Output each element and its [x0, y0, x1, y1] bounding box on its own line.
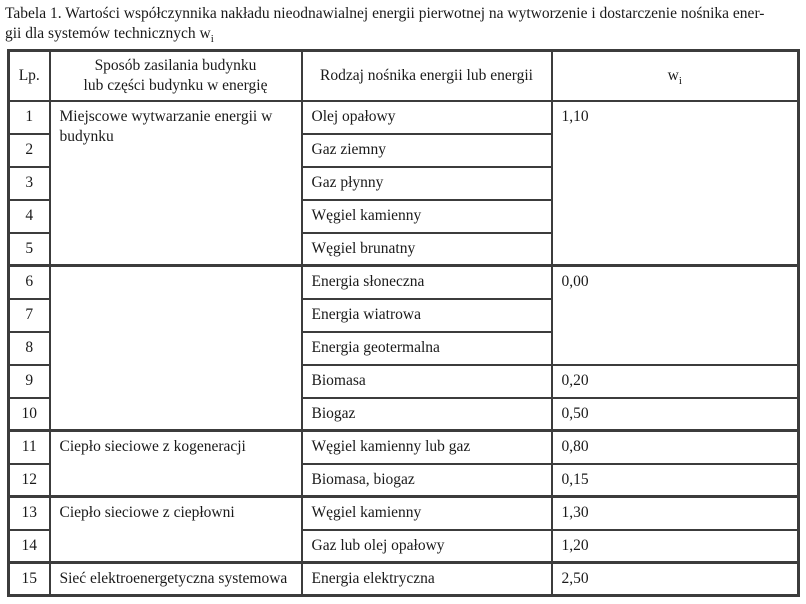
lp-cell: 8 [9, 332, 50, 365]
carrier-cell: Węgiel kamienny [302, 497, 552, 530]
lp-cell: 7 [9, 299, 50, 332]
lp-cell: 3 [9, 167, 50, 200]
caption-line-2: gii dla systemów technicznych w [5, 25, 211, 42]
col-header-wi [552, 51, 799, 101]
table-row [9, 431, 799, 464]
carrier-cell: Energia elektryczna [302, 563, 552, 596]
carrier-cell: Gaz płynny [302, 167, 552, 200]
lp-cell: 4 [9, 200, 50, 233]
col-header-wi-subscript: i [678, 74, 682, 87]
carrier-cell: Energia słoneczna [302, 266, 552, 299]
col-header-carrier: Rodzaj nośnika energii lub energii [302, 51, 552, 101]
caption-subscript: i [210, 33, 214, 46]
carrier-cell: Biomasa, biogaz [302, 464, 552, 497]
lp-cell: 9 [9, 365, 50, 398]
carrier-cell: Gaz lub olej opałowy [302, 530, 552, 563]
table-row [9, 563, 799, 596]
carrier-cell: Olej opałowy [302, 101, 552, 134]
w-cell: 1,10 [552, 101, 799, 266]
w-cell: 0,80 [552, 431, 799, 464]
carrier-cell: Gaz ziemny [302, 134, 552, 167]
lp-cell: 13 [9, 497, 50, 530]
supply-cell [50, 266, 302, 431]
caption-line-1: Tabela 1. Wartości współczynnika nakładu nieodnawialnej energii pierwotnej na wytworzenie i dostarczenie nośnika ener- [5, 5, 765, 22]
carrier-cell: Węgiel kamienny [302, 200, 552, 233]
lp-cell: 12 [9, 464, 50, 497]
supply-cell: Sieć elektroenergetyczna systemowa [50, 563, 302, 596]
lp-cell: 10 [9, 398, 50, 431]
carrier-cell: Energia wiatrowa [302, 299, 552, 332]
col-header-supply-line2: lub części budynku w energię [83, 76, 268, 94]
col-header-lp: Lp. [9, 51, 50, 101]
header-row [9, 51, 799, 101]
w-cell: 2,50 [552, 563, 799, 596]
carrier-cell: Węgiel kamienny lub gaz [302, 431, 552, 464]
lp-cell: 2 [9, 134, 50, 167]
table-caption [5, 4, 802, 44]
carrier-cell: Biomasa [302, 365, 552, 398]
col-header-supply-line1: Sposób zasilania budynku [94, 56, 257, 74]
supply-cell: Ciepło sieciowe z kogeneracji [50, 431, 302, 497]
carrier-cell: Energia geotermalna [302, 332, 552, 365]
w-cell: 0,50 [552, 398, 799, 431]
w-cell: 1,30 [552, 497, 799, 530]
supply-cell: Ciepło sieciowe z ciepłowni [50, 497, 302, 563]
table-row [9, 101, 799, 134]
w-cell: 0,00 [552, 266, 799, 365]
carrier-cell: Biogaz [302, 398, 552, 431]
lp-cell: 15 [9, 563, 50, 596]
lp-cell: 14 [9, 530, 50, 563]
col-header-supply [50, 51, 302, 101]
w-cell: 0,20 [552, 365, 799, 398]
carrier-cell: Węgiel brunatny [302, 233, 552, 266]
table-row [9, 497, 799, 530]
w-cell: 1,20 [552, 530, 799, 563]
lp-cell: 6 [9, 266, 50, 299]
table-row [9, 266, 799, 299]
lp-cell: 5 [9, 233, 50, 266]
col-header-wi-base: w [667, 66, 679, 84]
lp-cell: 11 [9, 431, 50, 464]
w-cell: 0,15 [552, 464, 799, 497]
supply-cell: Miejscowe wytwarzanie energii w budynku [50, 101, 302, 266]
coefficients-table [7, 49, 800, 597]
lp-cell: 1 [9, 101, 50, 134]
